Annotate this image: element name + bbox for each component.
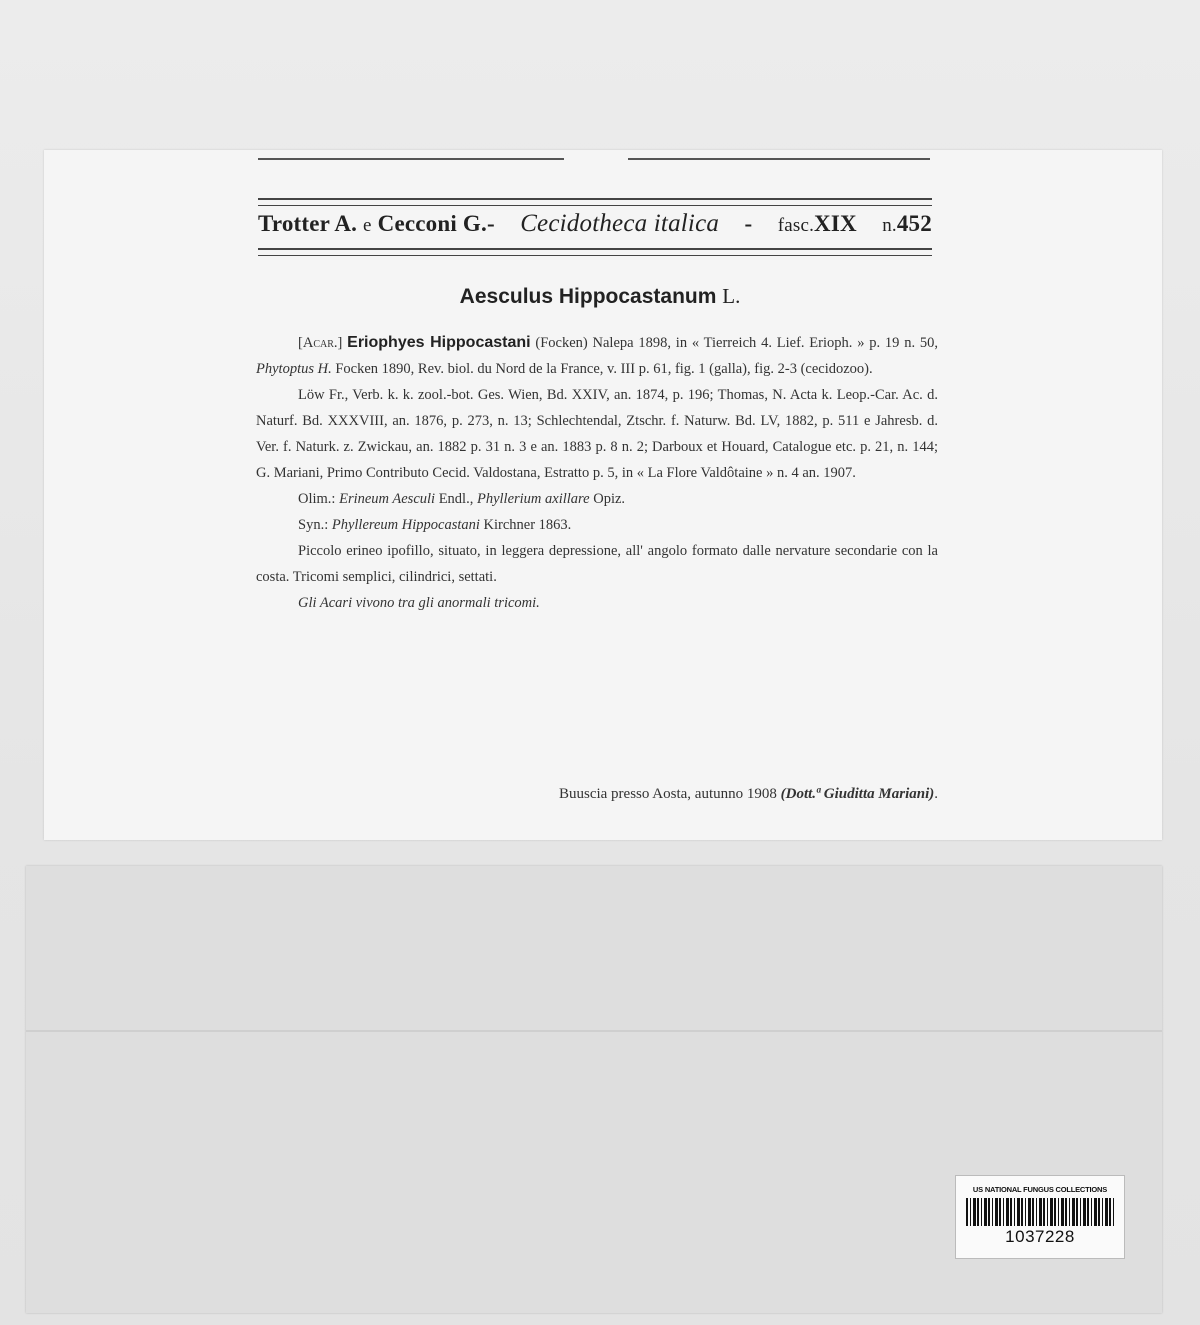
- header-rule-bottom: [258, 248, 932, 256]
- header-fascicle: fasc.XIX: [777, 211, 857, 236]
- paragraph-note: Gli Acari vivono tra gli anormali tricomi.: [298, 595, 540, 611]
- packet-fold: [26, 1030, 1162, 1032]
- label-header: [258, 210, 932, 238]
- barcode-institution: US NATIONAL FUNGUS COLLECTIONS: [972, 1185, 1108, 1194]
- species-title: [0, 284, 1200, 309]
- barcode-icon: [966, 1198, 1114, 1226]
- paragraph-olim: Olim.: Erineum Aesculi Endl., Phyllerium axillare Opiz.: [298, 491, 626, 507]
- paragraph-references: Löw Fr., Verb. k. k. zool.-bot. Ges. Wien, Bd. XXIV, an. 1874, p. 196; Thomas, N. Acta k. Leop.-Car. Ac. d. Naturf. Bd. XXXVIII, an. 1876, p. 273, n. 13; Schlechtendal, Ztschr. f. Naturw. Bd. LV, 1882, p. 511 e Jahresb. d. Ver. f. Naturk. z. Zwickau, an. 1882 p. 31 n. 3 e an. 1883 p. 8 n. 2; Darboux et Houard, Catalogue etc. p. 21, n. 144; G. Mariani, Primo Contributo Cecid. Valdostana, Estratto p. 5, in « La Flore Valdôtaine » n. 4 an. 1907.: [256, 387, 938, 481]
- top-rule-right: [628, 158, 930, 160]
- paragraph-gall-maker: [Acar.] Eriophyes Hippocastani (Focken) Nalepa 1898, in « Tierreich 4. Lief. Erioph. » p. 19 n. 50, Phytoptus H. Focken 1890, Rev. biol. du Nord de la France, v. III p. 61, fig. 1 (galla), fig. 2-3 (cecidozoo).: [256, 334, 939, 377]
- barcode-number: 1037228: [1005, 1227, 1075, 1246]
- label-body: [256, 330, 938, 616]
- header-rule-top: [258, 198, 932, 206]
- header-dash: -: [744, 211, 753, 236]
- header-number: n.452: [882, 211, 932, 236]
- collection-locality: Buuscia presso Aosta, autunno 1908 (Dott.ª Giuditta Mariani).: [558, 786, 938, 802]
- header-authors: Trotter A. e Cecconi G.-: [258, 211, 495, 236]
- collection-place-date: Buuscia presso Aosta, autunno 1908: [558, 786, 777, 802]
- top-rule-left: [258, 158, 564, 160]
- header-series: Cecidotheca italica: [520, 210, 720, 237]
- collector-name: (Dott.ª Giuditta Mariani): [780, 786, 935, 802]
- species-name: Aesculus Hippocastanum: [459, 285, 717, 308]
- paragraph-description: Piccolo erineo ipofillo, situato, in leggera depressione, all' angolo formato dalle nervature secondarie con la costa. Tricomi semplici, cilindrici, settati.: [256, 543, 938, 585]
- paragraph-synonym: Syn.: Phyllereum Hippocastani Kirchner 1863.: [298, 517, 572, 533]
- barcode-label: [955, 1175, 1125, 1259]
- species-author: L.: [722, 284, 741, 308]
